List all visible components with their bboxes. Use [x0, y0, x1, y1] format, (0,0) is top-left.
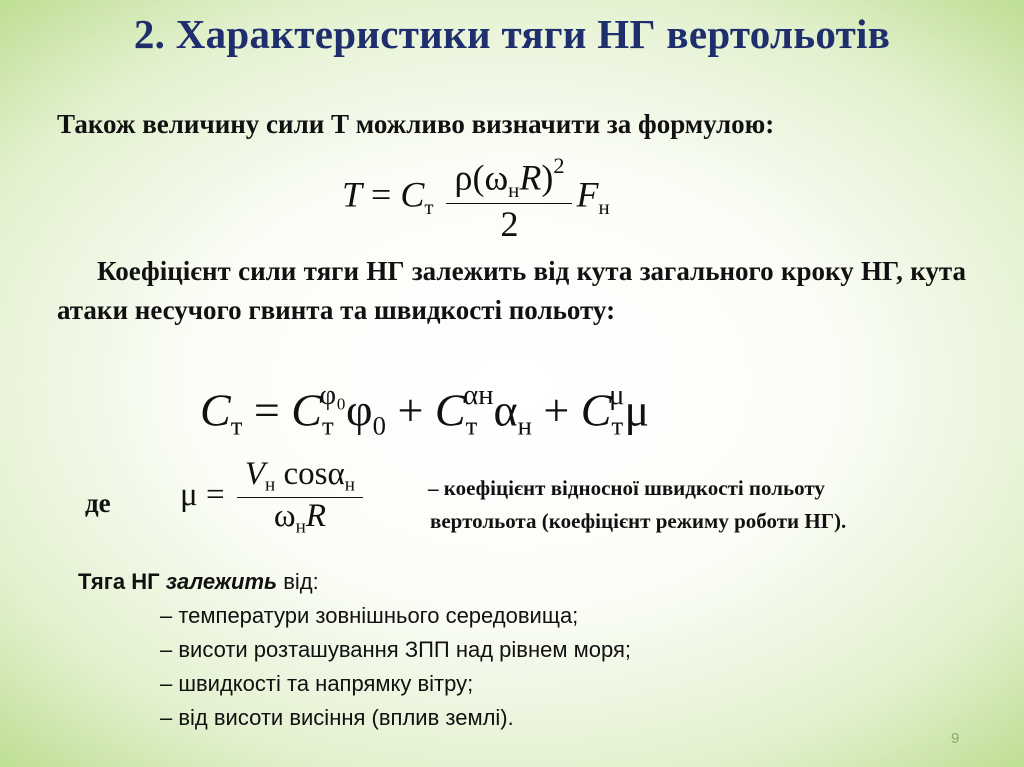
velocity-symbol: V	[244, 456, 265, 492]
thrust-formula	[342, 155, 610, 242]
phi-sub: 0	[372, 410, 386, 441]
cos-function: cos	[283, 456, 328, 492]
list-item: – температури зовнішнього середовища;	[160, 603, 579, 628]
mu-description-line1: – коефіцієнт відносної швидкості польоту	[428, 476, 825, 500]
coef-term3-sup: μ	[609, 380, 625, 411]
mu-fraction	[237, 458, 363, 537]
list-item: – висоти розташування ЗПП над рівнем моря;	[160, 637, 631, 662]
dependencies-lead	[78, 565, 631, 599]
page-number: 9	[951, 730, 960, 747]
coef-term2-sup: αн	[463, 380, 494, 411]
dependencies-lead-rest: від:	[277, 569, 319, 594]
thrust-fraction	[446, 155, 572, 242]
equals-sign: =	[362, 174, 401, 215]
disk-area-sub: н	[598, 195, 610, 220]
alpha-symbol: α	[493, 384, 518, 436]
where-label: де	[85, 488, 111, 518]
intro-paragraph: Також величину сили Т можливо визначити за формулою:	[57, 109, 775, 139]
mu-formula	[180, 458, 367, 537]
coef-term1-sup: φ₀	[319, 380, 347, 411]
thrust-fraction-numerator	[446, 155, 572, 204]
thrust-coefficient: C	[400, 174, 425, 215]
plus-sign: +	[385, 384, 435, 436]
thrust-coefficient-sub: т	[424, 195, 434, 220]
mu-description-line2: вертольота (коефіцієнт режиму роботи НГ).	[430, 509, 847, 533]
mu-lhs: μ	[180, 476, 198, 513]
dependencies-list	[78, 599, 631, 735]
coef-term2-sub: т	[465, 410, 478, 441]
coef-term2: C	[434, 384, 466, 436]
square-exponent: 2	[553, 153, 565, 178]
alpha-sub: н	[517, 410, 532, 441]
slide-title: 2. Характеристики тяги НГ вертольотів	[133, 11, 891, 57]
alpha-symbol: α	[327, 456, 345, 492]
equals-sign: =	[242, 384, 292, 436]
thrust-symbol: T	[342, 174, 363, 215]
coef-term1-sub: т	[321, 410, 334, 441]
omega-sub: н	[295, 516, 306, 538]
radius-symbol: R	[305, 497, 327, 534]
mu-fraction-denominator	[237, 498, 363, 537]
coefficient-paragraph: Коефіцієнт сили тяги НГ залежить від кута загального кроку НГ, кута атаки несучого гвинта та швидкості польоту:	[57, 256, 966, 325]
mu-symbol: μ	[624, 384, 650, 436]
rho-symbol: ρ(	[454, 157, 485, 198]
omega-sub: н	[508, 178, 520, 203]
list-item: – від висоти висіння (вплив землі).	[160, 705, 514, 730]
dependencies-lead-italic: залежить	[165, 569, 278, 594]
coef-lhs-sub: т	[230, 410, 243, 441]
mu-fraction-numerator	[237, 458, 363, 498]
coef-lhs: C	[200, 384, 231, 436]
paren-close: )	[541, 157, 554, 198]
coefficient-formula	[200, 382, 649, 439]
radius-symbol: R	[519, 157, 542, 198]
dependencies-lead-bold: Тяга НГ	[78, 569, 160, 594]
omega-symbol: ω	[484, 157, 509, 198]
coef-term1: C	[291, 384, 322, 436]
thrust-dependencies	[78, 565, 631, 735]
disk-area-symbol: F	[576, 174, 599, 215]
equals-sign: =	[197, 476, 233, 513]
list-item: – швидкості та напрямку вітру;	[160, 671, 474, 696]
plus-sign: +	[531, 384, 581, 436]
coef-term3-sub: т	[611, 410, 624, 441]
velocity-sub: н	[265, 474, 276, 496]
mu-description	[428, 472, 1008, 538]
phi-symbol: φ	[346, 384, 373, 436]
omega-symbol: ω	[273, 497, 296, 534]
thrust-fraction-denominator: 2	[500, 203, 519, 244]
coef-term3: C	[580, 384, 612, 436]
alpha-sub: н	[344, 474, 356, 496]
